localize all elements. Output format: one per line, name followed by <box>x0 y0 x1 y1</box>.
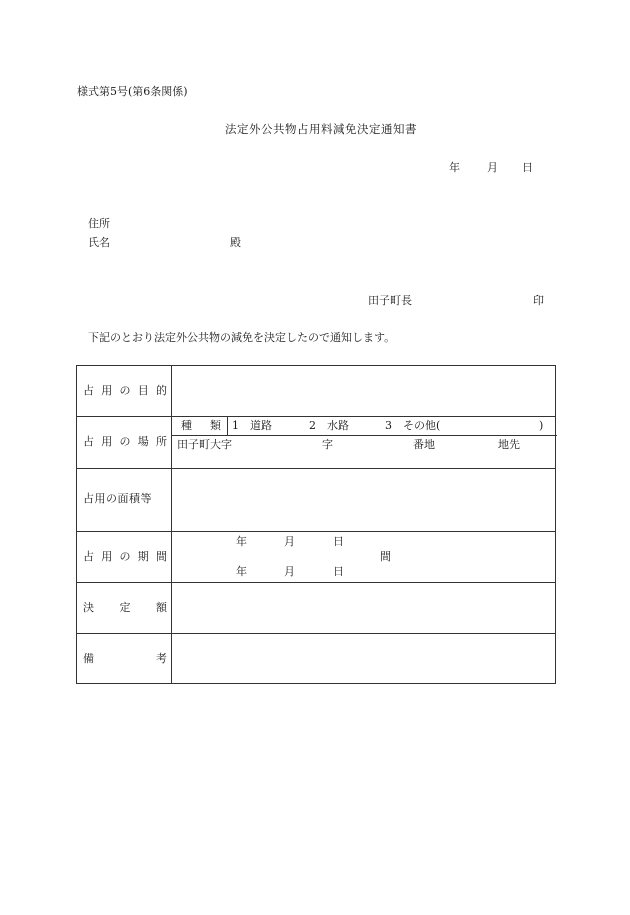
type-option-road[interactable]: 1 道路 <box>232 419 272 432</box>
row-divider <box>77 531 555 532</box>
period-end-year: 年 <box>236 565 247 578</box>
period-end-day: 日 <box>333 565 344 578</box>
date-year: 年 <box>449 161 460 174</box>
period-start-day: 日 <box>333 535 344 548</box>
type-divider <box>227 417 228 435</box>
decided-amount-value[interactable] <box>173 585 553 631</box>
decided-amount-label: 決 定 額 <box>83 601 167 614</box>
period-start-year: 年 <box>236 535 247 548</box>
location-label: 占 用 の 場 所 <box>83 435 167 448</box>
type-option-other[interactable]: 3 その他( <box>385 419 441 432</box>
document-title: 法定外公共物占用料減免決定通知書 <box>225 122 417 136</box>
purpose-label: 占 用 の 目 的 <box>83 384 167 397</box>
address-label: 住所 <box>88 217 110 230</box>
type-row <box>171 417 557 436</box>
area-label: 占用の面積等 <box>83 492 152 505</box>
date-day: 日 <box>522 161 533 174</box>
purpose-value[interactable] <box>173 368 553 414</box>
type-option-other-close: ) <box>539 419 544 432</box>
period-between: 間 <box>380 550 391 563</box>
period-end-month: 月 <box>284 565 295 578</box>
seal-mark: 印 <box>533 294 544 307</box>
form-number: 様式第5号(第6条関係) <box>77 85 188 98</box>
address-chisaki: 地先 <box>498 438 520 451</box>
type-option-waterway[interactable]: 2 水路 <box>309 419 349 432</box>
period-start-month: 月 <box>284 535 295 548</box>
address-banchi: 番地 <box>413 438 435 451</box>
remarks-label: 備 考 <box>83 652 167 665</box>
date-month: 月 <box>487 161 498 174</box>
label-column-divider <box>171 366 172 683</box>
honorific: 殿 <box>230 236 241 249</box>
name-label: 氏名 <box>88 236 110 249</box>
type-label: 種 類 <box>181 419 221 432</box>
row-divider <box>77 633 555 634</box>
period-label: 占 用 の 期 間 <box>83 550 167 563</box>
remarks-value[interactable] <box>173 636 553 682</box>
address-prefix: 田子町大字 <box>177 438 232 451</box>
area-value[interactable] <box>173 471 553 529</box>
address-aza: 字 <box>322 438 333 451</box>
issuer-label: 田子町長 <box>368 294 412 307</box>
decision-table <box>76 365 556 684</box>
row-divider <box>77 582 555 583</box>
row-divider <box>77 468 555 469</box>
intro-text: 下記のとおり法定外公共物の減免を決定したので通知します。 <box>88 331 396 344</box>
